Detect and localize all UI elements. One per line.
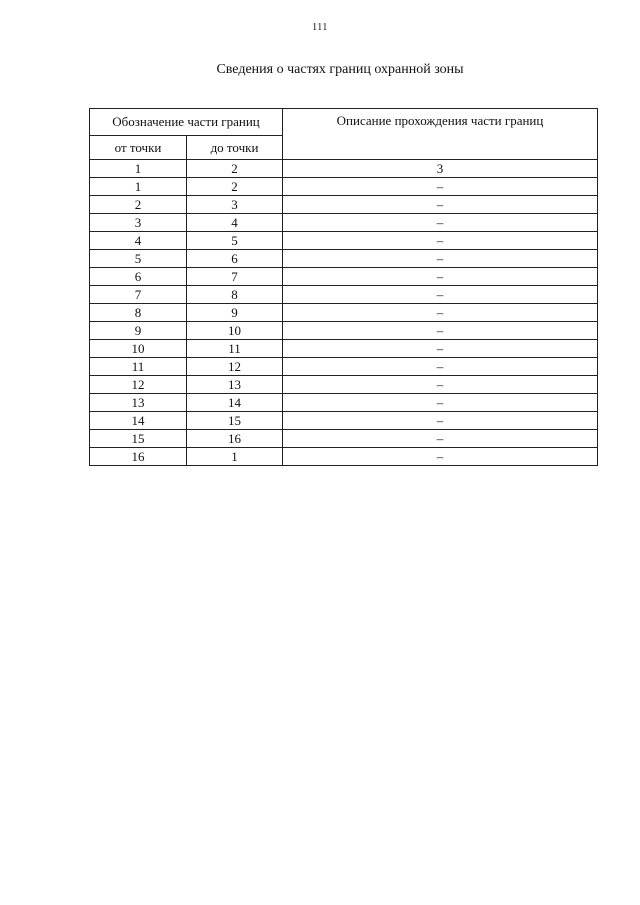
cell-from-point: 10 (90, 340, 187, 358)
table-row (90, 178, 598, 196)
cell-from-point: 14 (90, 412, 187, 430)
table-body (90, 160, 598, 466)
cell-description: – (283, 232, 598, 250)
cell-description: – (283, 376, 598, 394)
table-header (90, 109, 598, 160)
cell-description: – (283, 196, 598, 214)
cell-description: – (283, 358, 598, 376)
table-row (90, 394, 598, 412)
boundary-parts-table (89, 108, 598, 466)
numbering-to: 2 (187, 160, 283, 178)
cell-description: – (283, 286, 598, 304)
cell-from-point: 2 (90, 196, 187, 214)
cell-to-point: 12 (187, 358, 283, 376)
cell-to-point: 3 (187, 196, 283, 214)
cell-description: – (283, 178, 598, 196)
cell-to-point: 14 (187, 394, 283, 412)
cell-to-point: 1 (187, 448, 283, 466)
table-row (90, 196, 598, 214)
table-row (90, 412, 598, 430)
table-row (90, 214, 598, 232)
cell-from-point: 16 (90, 448, 187, 466)
cell-from-point: 13 (90, 394, 187, 412)
cell-description: – (283, 394, 598, 412)
cell-description: – (283, 304, 598, 322)
table-row (90, 358, 598, 376)
header-boundary-designation: Обозначение части границ (90, 109, 283, 136)
cell-to-point: 8 (187, 286, 283, 304)
table-row (90, 376, 598, 394)
cell-description: – (283, 340, 598, 358)
cell-description: – (283, 412, 598, 430)
table-row (90, 448, 598, 466)
cell-to-point: 9 (187, 304, 283, 322)
cell-from-point: 5 (90, 250, 187, 268)
cell-description: – (283, 250, 598, 268)
cell-from-point: 4 (90, 232, 187, 250)
table-row (90, 430, 598, 448)
column-numbering-row (90, 160, 598, 178)
numbering-from: 1 (90, 160, 187, 178)
table-row (90, 322, 598, 340)
cell-to-point: 10 (187, 322, 283, 340)
page-number: 111 (312, 22, 328, 33)
cell-description: – (283, 430, 598, 448)
cell-description: – (283, 448, 598, 466)
document-title: Сведения о частях границ охранной зоны (216, 62, 464, 77)
cell-to-point: 4 (187, 214, 283, 232)
table-row (90, 232, 598, 250)
cell-from-point: 9 (90, 322, 187, 340)
cell-from-point: 3 (90, 214, 187, 232)
table-row (90, 304, 598, 322)
cell-from-point: 12 (90, 376, 187, 394)
table-row (90, 268, 598, 286)
cell-from-point: 8 (90, 304, 187, 322)
cell-description: – (283, 214, 598, 232)
cell-to-point: 15 (187, 412, 283, 430)
cell-to-point: 2 (187, 178, 283, 196)
cell-from-point: 7 (90, 286, 187, 304)
cell-from-point: 1 (90, 178, 187, 196)
cell-from-point: 15 (90, 430, 187, 448)
cell-to-point: 6 (187, 250, 283, 268)
header-boundary-description: Описание прохождения части границ (283, 109, 598, 160)
cell-from-point: 11 (90, 358, 187, 376)
cell-to-point: 11 (187, 340, 283, 358)
header-row-group (90, 109, 598, 136)
cell-from-point: 6 (90, 268, 187, 286)
cell-to-point: 16 (187, 430, 283, 448)
cell-to-point: 5 (187, 232, 283, 250)
table-row (90, 340, 598, 358)
cell-description: – (283, 268, 598, 286)
cell-to-point: 7 (187, 268, 283, 286)
cell-to-point: 13 (187, 376, 283, 394)
table-row (90, 250, 598, 268)
header-from-point: от точки (90, 136, 187, 160)
cell-description: – (283, 322, 598, 340)
header-to-point: до точки (187, 136, 283, 160)
table-row (90, 286, 598, 304)
numbering-description: 3 (283, 160, 598, 178)
